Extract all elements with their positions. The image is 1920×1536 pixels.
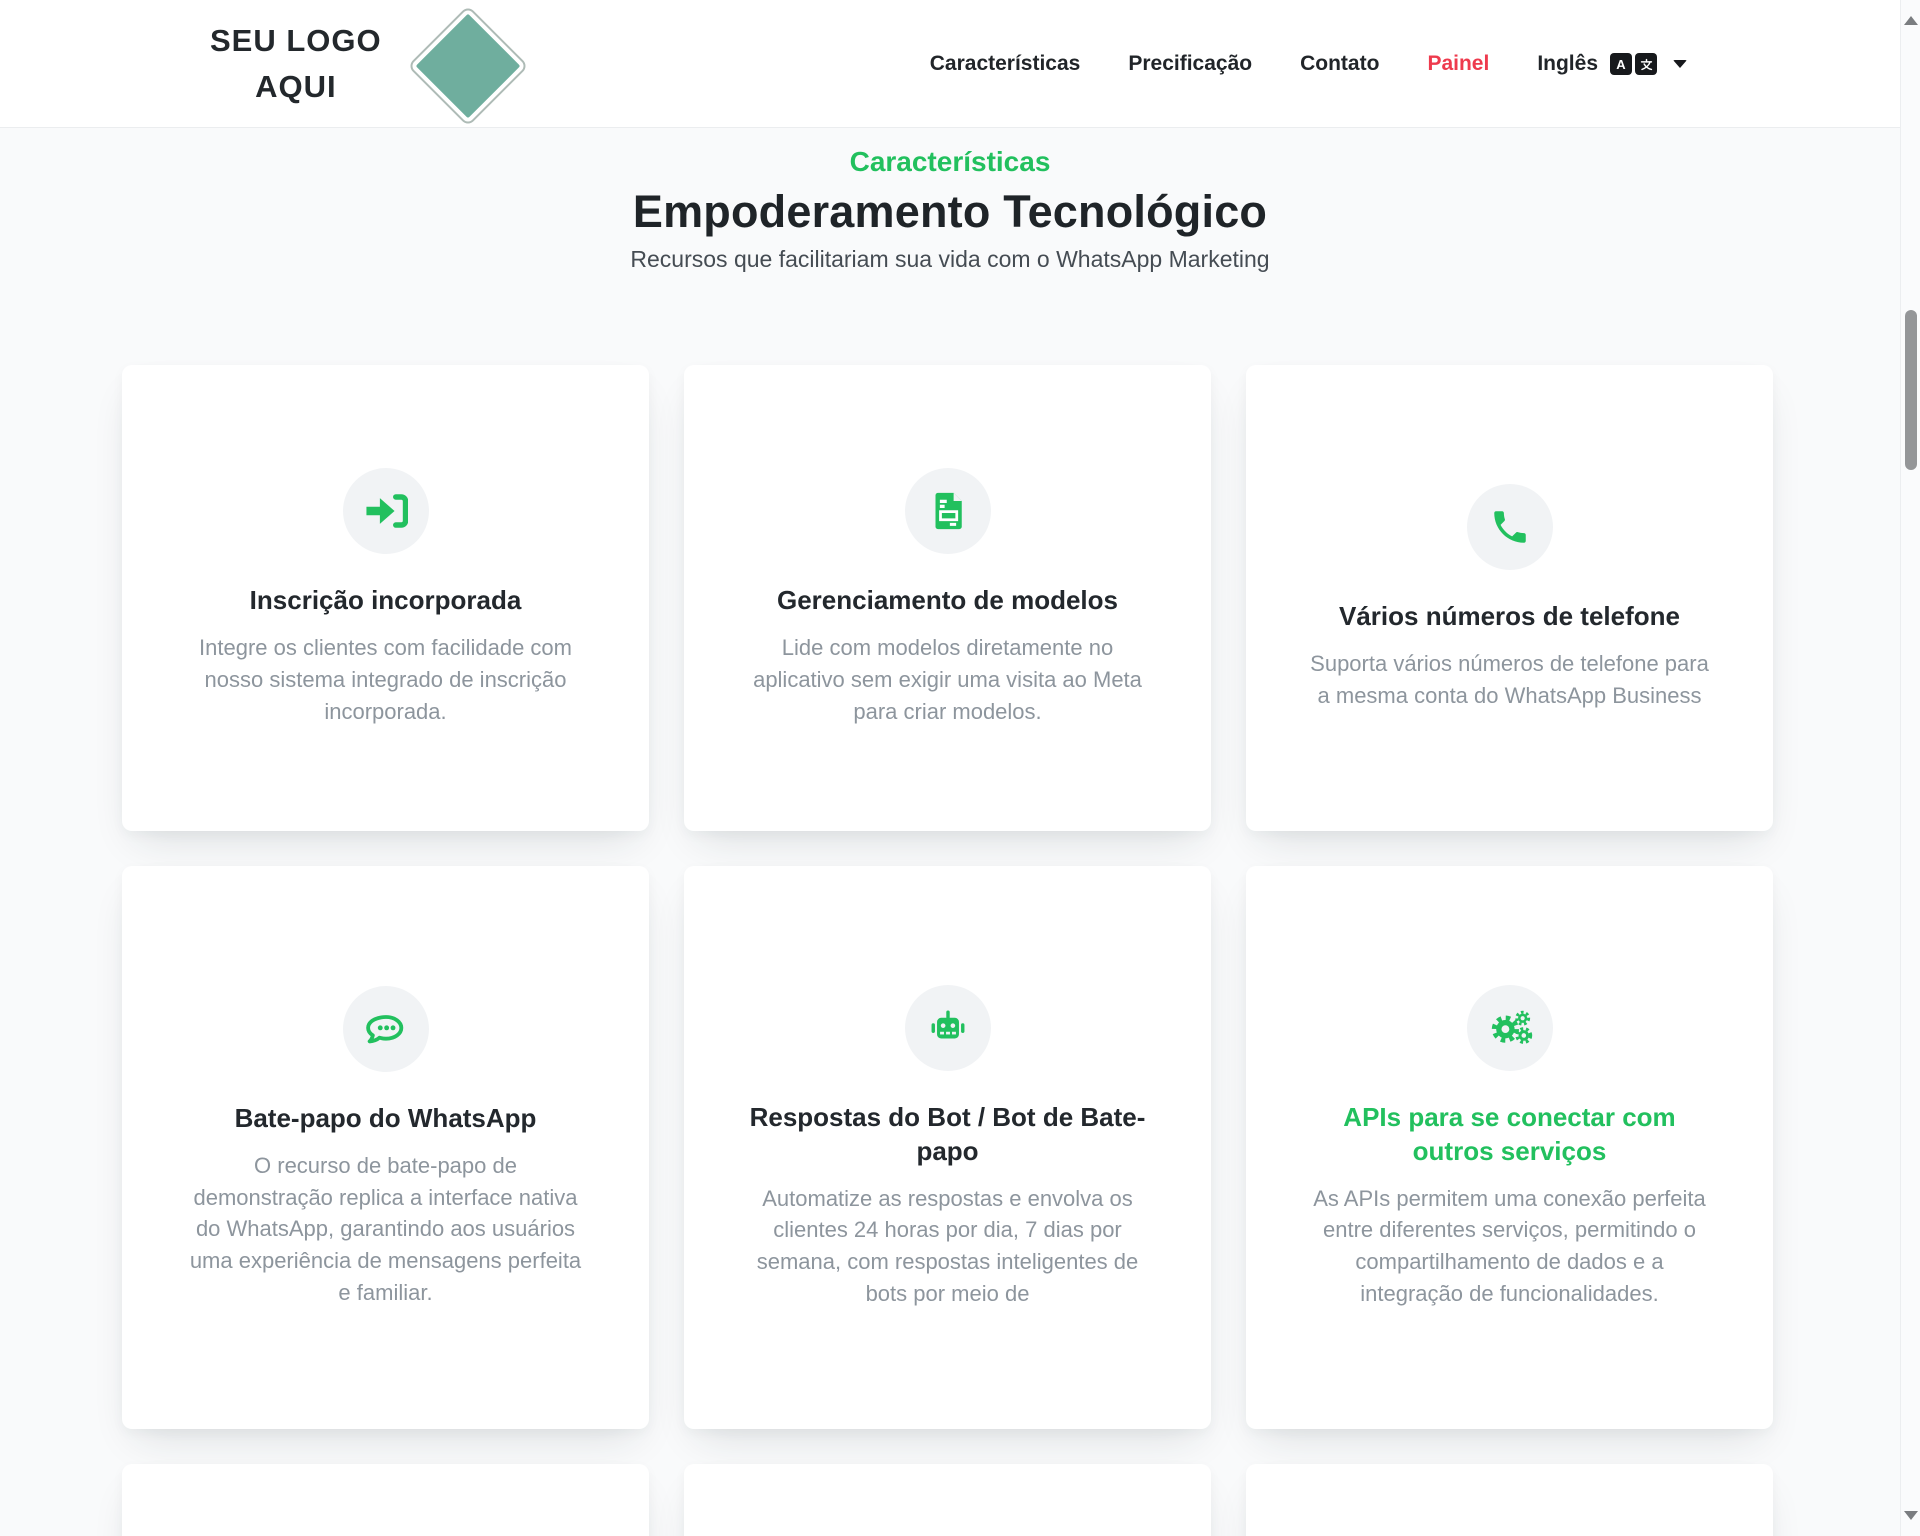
section-subtitle: Recursos que facilitariam sua vida com o WhatsApp Marketing bbox=[630, 246, 1270, 272]
nav-item-precificacao[interactable]: Precificação bbox=[1128, 52, 1253, 75]
template-document-icon bbox=[905, 468, 991, 554]
feature-card-stub bbox=[684, 1464, 1211, 1536]
feature-body: O recurso de bate-papo de demonstração replica a interface nativa do WhatsApp, garantindo aos usuários uma experiência de mensagens perfeita e familiar. bbox=[189, 1152, 582, 1306]
nav-item-caracteristicas[interactable]: Características bbox=[929, 52, 1081, 75]
main-nav bbox=[930, 0, 1687, 128]
phone-icon bbox=[1467, 484, 1553, 570]
feature-card-modelos bbox=[684, 365, 1211, 831]
feature-card-inscricao bbox=[122, 365, 649, 831]
gears-icon bbox=[1467, 985, 1553, 1071]
feature-body: Integre os clientes com facilidade com nosso sistema integrado de inscrição incorporada. bbox=[199, 635, 572, 724]
logo-diamond-icon bbox=[410, 8, 526, 124]
feature-card-stub bbox=[1246, 1464, 1773, 1536]
feature-card-batepapo bbox=[122, 866, 649, 1429]
feature-body: Suporta vários números de telefone para a mesma conta do WhatsApp Business bbox=[1310, 651, 1709, 708]
feature-card-telefones bbox=[1246, 365, 1773, 831]
translate-icon: A bbox=[1610, 53, 1657, 75]
logo-line-2: AQUI bbox=[255, 69, 337, 104]
feature-card-stub bbox=[122, 1464, 649, 1536]
nav-item-contato[interactable]: Contato bbox=[1300, 52, 1380, 75]
feature-body: Lide com modelos diretamente no aplicativo sem exigir uma visita ao Meta para criar modelos. bbox=[753, 635, 1142, 724]
top-navbar bbox=[0, 0, 1900, 128]
chevron-down-icon bbox=[1673, 60, 1687, 68]
nav-item-ingles[interactable]: Inglês bbox=[1537, 52, 1598, 75]
page-scrollbar[interactable] bbox=[1900, 0, 1920, 1536]
feature-card-bot bbox=[684, 866, 1211, 1429]
logo-text bbox=[210, 18, 382, 111]
feature-title: Bate-papo do WhatsApp bbox=[234, 1102, 537, 1133]
feature-title: Inscrição incorporada bbox=[249, 585, 522, 616]
language-dropdown[interactable] bbox=[1537, 52, 1687, 76]
features-section-header bbox=[0, 128, 1900, 273]
nav-item-painel[interactable]: Painel bbox=[1427, 52, 1490, 75]
sign-in-icon bbox=[343, 468, 429, 554]
whatsapp-chat-icon bbox=[343, 986, 429, 1072]
logo-line-1: SEU LOGO bbox=[210, 22, 382, 58]
feature-card-apis bbox=[1246, 866, 1773, 1429]
feature-title: Respostas do Bot / Bot de Bate-papo bbox=[749, 1101, 1146, 1166]
feature-body: Automatize as respostas e envolva os clientes 24 horas por dia, 7 dias por semana, com respostas inteligentes de bots por meio de bbox=[756, 1185, 1139, 1307]
brand-logo[interactable] bbox=[210, 0, 526, 128]
feature-body: As APIs permitem uma conexão perfeita entre diferentes serviços, permitindo o compartilhamento de dados e a integração de funcionalidades. bbox=[1313, 1185, 1706, 1307]
feature-title: Gerenciamento de modelos bbox=[777, 585, 1118, 616]
scroll-down-arrow-icon[interactable] bbox=[1904, 1511, 1918, 1520]
features-grid bbox=[122, 365, 1773, 1536]
scrollbar-thumb[interactable] bbox=[1905, 310, 1917, 470]
scroll-up-arrow-icon[interactable] bbox=[1904, 16, 1918, 25]
robot-icon bbox=[905, 985, 991, 1071]
section-eyebrow: Características bbox=[849, 146, 1051, 177]
feature-title: Vários números de telefone bbox=[1339, 601, 1680, 632]
page-title: Empoderamento Tecnológico bbox=[632, 186, 1268, 237]
feature-title: APIs para se conectar com outros serviços bbox=[1343, 1101, 1676, 1166]
